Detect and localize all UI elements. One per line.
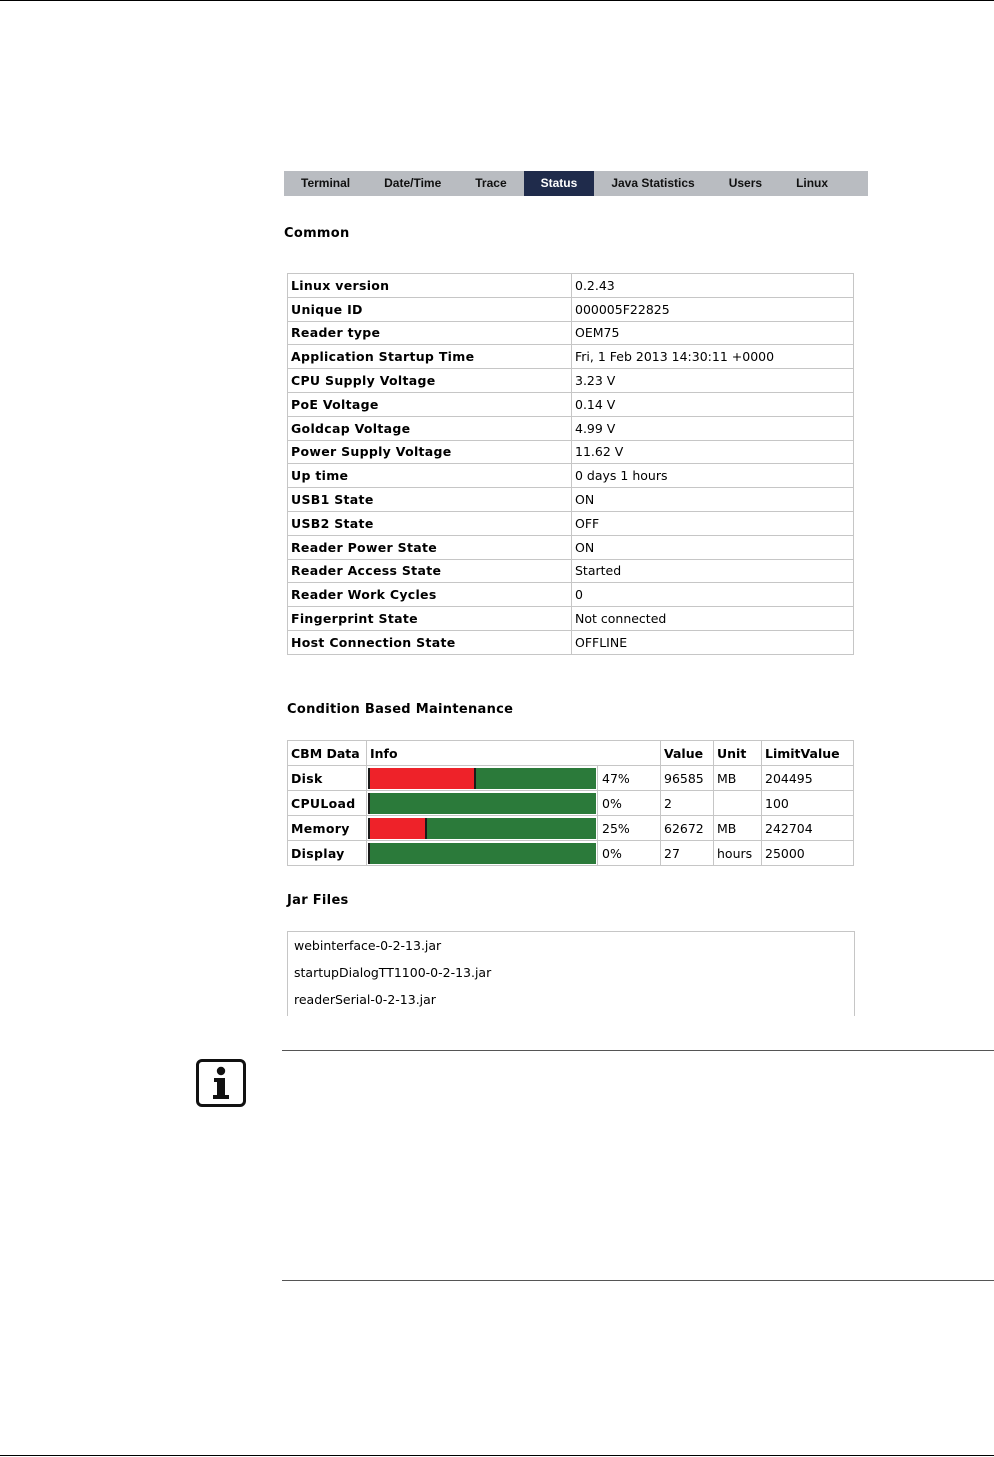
common-row-value: OFF bbox=[572, 511, 854, 535]
cbm-row-unit: hours bbox=[714, 841, 762, 866]
cbm-header-unit: Unit bbox=[714, 741, 762, 766]
common-row-value: ON bbox=[572, 535, 854, 559]
cbm-usage-bar bbox=[368, 843, 596, 864]
cbm-usage-bar-cell bbox=[367, 816, 598, 841]
common-row bbox=[288, 416, 854, 440]
page-top-rule bbox=[0, 0, 994, 1]
common-row-key: Power Supply Voltage bbox=[288, 440, 572, 464]
page-bottom-rule bbox=[0, 1455, 994, 1456]
common-row bbox=[288, 464, 854, 488]
jar-files-list bbox=[287, 931, 855, 1016]
info-icon bbox=[196, 1059, 246, 1107]
cbm-row-name: Display bbox=[288, 841, 367, 866]
cbm-usage-bar-cell bbox=[367, 791, 598, 816]
cbm-row-unit: MB bbox=[714, 766, 762, 791]
common-section-title: Common bbox=[284, 226, 350, 241]
cbm-row-value: 96585 bbox=[661, 766, 714, 791]
cbm-row-value: 2 bbox=[661, 791, 714, 816]
common-row bbox=[288, 440, 854, 464]
cbm-row-name: Memory bbox=[288, 816, 367, 841]
cbm-section-title: Condition Based Maintenance bbox=[287, 702, 514, 717]
common-row-value: OEM75 bbox=[572, 321, 854, 345]
cbm-row-value: 62672 bbox=[661, 816, 714, 841]
common-row-value: 4.99 V bbox=[572, 416, 854, 440]
common-row-value: 0 bbox=[572, 583, 854, 607]
jar-file-item: webinterface-0-2-13.jar bbox=[294, 938, 442, 953]
common-row bbox=[288, 511, 854, 535]
cbm-row-percent: 0% bbox=[598, 791, 661, 816]
common-row bbox=[288, 297, 854, 321]
common-row bbox=[288, 583, 854, 607]
common-row-key: Host Connection State bbox=[288, 630, 572, 654]
common-row-key: Linux version bbox=[288, 274, 572, 298]
common-row-value: 0.2.43 bbox=[572, 274, 854, 298]
common-row-value: ON bbox=[572, 488, 854, 512]
jar-file-item: startupDialogTT1100-0-2-13.jar bbox=[294, 965, 492, 980]
tab-users[interactable]: Users bbox=[728, 176, 763, 190]
note-bottom-rule bbox=[282, 1280, 994, 1281]
common-row bbox=[288, 535, 854, 559]
jar-section-title: Jar Files bbox=[287, 893, 349, 908]
cbm-row-percent: 25% bbox=[598, 816, 661, 841]
cbm-row-limit: 242704 bbox=[762, 816, 854, 841]
cbm-usage-bar bbox=[368, 818, 596, 839]
tab-terminal[interactable]: Terminal bbox=[301, 176, 351, 190]
tab-java-statistics[interactable]: Java Statistics bbox=[611, 176, 695, 190]
cbm-header-limit: LimitValue bbox=[762, 741, 854, 766]
common-row-key: Unique ID bbox=[288, 297, 572, 321]
common-row-key: Reader Power State bbox=[288, 535, 572, 559]
common-row-value: 0 days 1 hours bbox=[572, 464, 854, 488]
cbm-row bbox=[288, 841, 854, 866]
common-row-value: OFFLINE bbox=[572, 630, 854, 654]
common-row-value: Not connected bbox=[572, 607, 854, 631]
cbm-row-percent: 47% bbox=[598, 766, 661, 791]
common-row bbox=[288, 488, 854, 512]
common-row bbox=[288, 559, 854, 583]
common-row-key: USB1 State bbox=[288, 488, 572, 512]
note-top-rule bbox=[282, 1050, 994, 1051]
cbm-header-info: Info bbox=[367, 741, 661, 766]
common-row-key: Reader Access State bbox=[288, 559, 572, 583]
common-row-value: 0.14 V bbox=[572, 392, 854, 416]
tab-trace[interactable]: Trace bbox=[475, 176, 507, 190]
cbm-row-name: Disk bbox=[288, 766, 367, 791]
common-row-value: 000005F22825 bbox=[572, 297, 854, 321]
cbm-row-value: 27 bbox=[661, 841, 714, 866]
common-row bbox=[288, 630, 854, 654]
common-row-key: Reader Work Cycles bbox=[288, 583, 572, 607]
cbm-usage-bar-cell bbox=[367, 766, 598, 791]
cbm-usage-bar-fill bbox=[370, 768, 476, 789]
cbm-row-unit: MB bbox=[714, 816, 762, 841]
cbm-header-value: Value bbox=[661, 741, 714, 766]
cbm-row-limit: 100 bbox=[762, 791, 854, 816]
common-row bbox=[288, 274, 854, 298]
common-row bbox=[288, 369, 854, 393]
cbm-usage-bar-cell bbox=[367, 841, 598, 866]
tab-date-time[interactable]: Date/Time bbox=[384, 176, 442, 190]
cbm-row bbox=[288, 816, 854, 841]
common-row-value: Started bbox=[572, 559, 854, 583]
common-row bbox=[288, 607, 854, 631]
cbm-row bbox=[288, 766, 854, 791]
tab-linux[interactable]: Linux bbox=[796, 176, 829, 190]
common-row-key: Reader type bbox=[288, 321, 572, 345]
cbm-usage-bar-fill bbox=[370, 818, 427, 839]
cbm-header-row bbox=[288, 741, 854, 766]
common-row-key: Goldcap Voltage bbox=[288, 416, 572, 440]
common-row-value: Fri, 1 Feb 2013 14:30:11 +0000 bbox=[572, 345, 854, 369]
common-row-value: 11.62 V bbox=[572, 440, 854, 464]
cbm-row-name: CPULoad bbox=[288, 791, 367, 816]
jar-file-item: readerSerial-0-2-13.jar bbox=[294, 992, 436, 1007]
cbm-header-data: CBM Data bbox=[288, 741, 367, 766]
common-row-key: Fingerprint State bbox=[288, 607, 572, 631]
cbm-row-percent: 0% bbox=[598, 841, 661, 866]
common-row bbox=[288, 392, 854, 416]
cbm-row-unit bbox=[714, 791, 762, 816]
common-row-key: Application Startup Time bbox=[288, 345, 572, 369]
cbm-usage-bar bbox=[368, 793, 596, 814]
tab-status[interactable]: Status bbox=[524, 171, 595, 196]
common-row bbox=[288, 345, 854, 369]
cbm-table bbox=[287, 740, 854, 866]
common-row-key: Up time bbox=[288, 464, 572, 488]
cbm-row-limit: 25000 bbox=[762, 841, 854, 866]
tab-bar bbox=[284, 171, 868, 196]
common-row-key: USB2 State bbox=[288, 511, 572, 535]
common-row-value: 3.23 V bbox=[572, 369, 854, 393]
common-row-key: CPU Supply Voltage bbox=[288, 369, 572, 393]
common-row bbox=[288, 321, 854, 345]
cbm-usage-bar bbox=[368, 768, 596, 789]
common-status-table bbox=[287, 273, 854, 655]
common-row-key: PoE Voltage bbox=[288, 392, 572, 416]
cbm-row bbox=[288, 791, 854, 816]
cbm-row-limit: 204495 bbox=[762, 766, 854, 791]
